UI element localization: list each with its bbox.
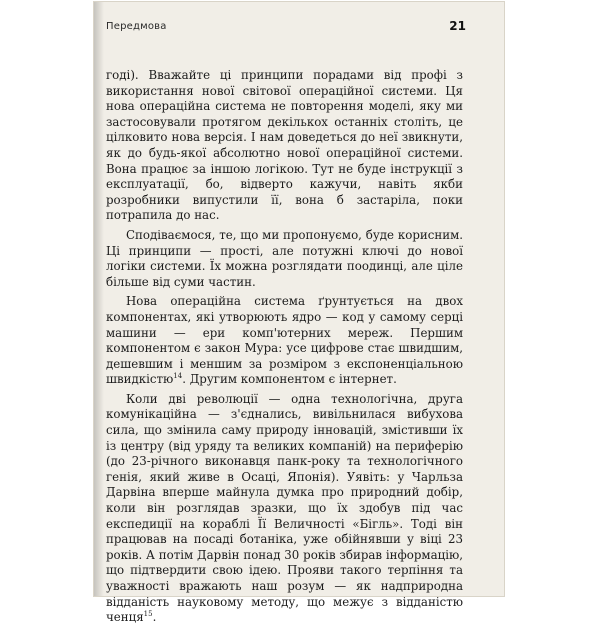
paragraph-text: годі). Вважайте ці принципи порадами від профі з використання нової світової операційної системи. Ця нова операційна система не повторення моделі, яку ми застосовували протягом декількох останніх століть, це цілковито нова версія. І нам доведеться до неї звикнути, як до будь-якої абсолютно нової операційної системи. Вона працює за іншою логікою. Тут не буде інструкції з експлуатації, бо, відверто кажучи, навіть якби розробники випустили її, вона б застаріла, поки потрапила до нас. (106, 68, 463, 223)
paragraph (106, 228, 463, 290)
book-page (94, 2, 504, 625)
paragraph (106, 68, 463, 224)
running-head: Передмова (106, 21, 167, 32)
footnote-ref[interactable]: 14 (173, 372, 183, 381)
paragraph-tail: . Другим компонентом є інтернет. (182, 372, 397, 387)
page-number: 21 (449, 19, 466, 33)
paragraph (106, 392, 463, 626)
paragraph-text: Коли дві революції — одна технологічна, друга комунікаційна — з'єднались, вивільнилася вибухова сила, що змінила саму природу інновацій, змістивши їх із центру (від уряду та великих компаній) на периферію (до 23-річного виконавця панк-року та технологічного генія, який живе в Осаці, Японія). Уявіть: у Чарльза Дарвіна вперше майнула думка про природний добір, коли він розглядав зразки, що їх здобув під час експедиції на кораблі Її Величності «Бігль». Тоді він працював на посаді ботаніка, уже обійнявши у віці 23 років. А потім Дарвін понад 30 років збирав інформацію, що підтвердити свою ідею. Прояви такого терпіння та уважності вражають наш розум — як надприродна відданість науковому методу, що межує з відданістю ченця (106, 391, 463, 625)
body-text (106, 68, 463, 626)
paragraph (106, 294, 463, 388)
paragraph-text: Нова операційна система ґрунтується на двох компонентах, які утворюють ядро — код у самому серці машини — ери комп'ютерних мереж. Першим компонентом є закон Мура: усе цифрове стає швидшим, дешевшим і меншим за розміром з експоненціальною швидкістю (106, 294, 463, 387)
paragraph-tail: . (152, 610, 157, 625)
paragraph-text: Сподіваємося, те, що ми пропонуємо, буде корисним. Ці принципи — прості, але потужні ключі до нової логіки системи. Їх можна розглядати поодинці, але ціле більше від суми частин. (106, 227, 463, 289)
footnote-ref[interactable]: 15 (143, 610, 153, 619)
gutter-shadow (94, 2, 104, 596)
